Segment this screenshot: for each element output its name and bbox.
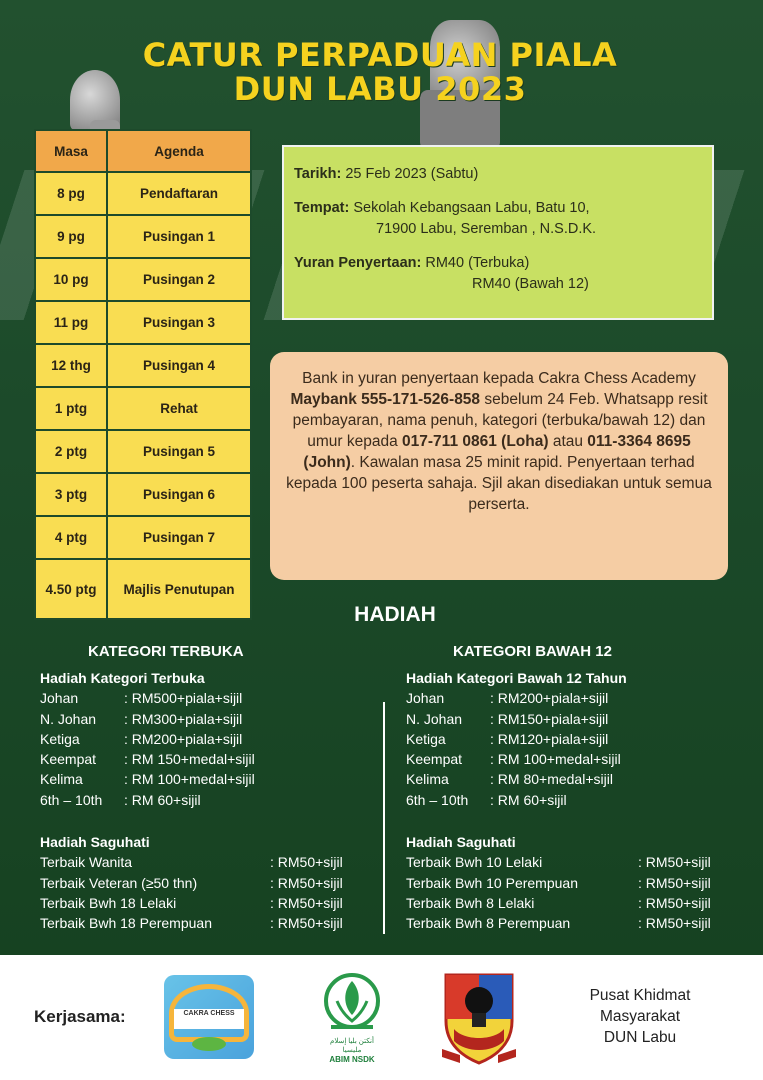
consolation-row (40, 913, 370, 933)
prize-place: Keempat (406, 751, 463, 768)
consolation-row (40, 873, 370, 893)
cakra-chess-logo (164, 975, 254, 1059)
consolation-place: Terbaik Veteran (≥50 thn) (40, 874, 198, 891)
event-info-box (282, 145, 714, 320)
prize-row (406, 688, 736, 708)
prize-row (40, 769, 370, 789)
agenda-item: Pusingan 5 (107, 430, 251, 473)
title-line-1: CATUR PERPADUAN PIALA (142, 36, 618, 74)
agenda-header-item: Agenda (107, 130, 251, 172)
payment-text-2: sebelum 24 Feb. Whatsapp resit pembayaran, nama penuh, kategori (terbuka/bawah 12) dan umur kepada (292, 391, 708, 450)
prize-row (40, 790, 370, 810)
abim-emblem-icon (323, 971, 381, 1037)
agenda-time: 4.50 ptg (35, 559, 107, 619)
consolation-value: : RM50+sijil (270, 915, 343, 932)
fee-line-2: RM40 (Bawah 12) (472, 276, 589, 292)
consolation-row (40, 893, 370, 913)
agenda-item: Pusingan 7 (107, 516, 251, 559)
consolation-place: Terbaik Bwh 18 Perempuan (40, 915, 212, 932)
venue-label: Tempat: (294, 200, 350, 216)
agenda-item: Pusingan 6 (107, 473, 251, 516)
payment-text-4: . Kawalan masa 25 minit rapid. Penyertaan terhad kepada 100 peserta sahaja. Sjil akan disediakan untuk semua perserta. (286, 454, 712, 513)
consolation-value: : RM50+sijil (638, 874, 711, 891)
prize-place: Ketiga (40, 730, 80, 747)
consolation-value: : RM50+sijil (638, 915, 711, 932)
open-consolation-heading: Hadiah Saguhati (40, 834, 150, 851)
consolation-row (406, 852, 736, 872)
consolation-place: Terbaik Bwh 8 Lelaki (406, 894, 535, 911)
consolation-place: Terbaik Bwh 18 Lelaki (40, 894, 177, 911)
payment-account: Maybank 555-171-526-858 (290, 391, 481, 408)
consolation-value: : RM50+sijil (638, 854, 711, 871)
agenda-time: 8 pg (35, 172, 107, 215)
agenda-row (35, 387, 251, 430)
consolation-place: Terbaik Bwh 8 Perempuan (406, 915, 571, 932)
prize-row (406, 729, 736, 749)
agenda-row (35, 215, 251, 258)
consolation-row (406, 893, 736, 913)
agenda-time: 1 ptg (35, 387, 107, 430)
consolation-row (406, 873, 736, 893)
date-row (294, 164, 702, 185)
collaboration-label: Kerjasama: (34, 1007, 126, 1026)
date-label: Tarikh: (294, 166, 342, 182)
under12-prize-heading: Hadiah Kategori Bawah 12 Tahun (406, 670, 627, 686)
payment-text-3: atau (548, 433, 588, 450)
venue-row (294, 198, 702, 240)
agenda-time: 2 ptg (35, 430, 107, 473)
prize-value: : RM 60+sijil (490, 791, 567, 808)
under12-category-title: KATEGORI BAWAH 12 (453, 643, 612, 660)
payment-instructions (270, 352, 728, 580)
agenda-item: Pusingan 2 (107, 258, 251, 301)
poster-title (40, 38, 720, 106)
dun-labu-crest-icon (440, 969, 518, 1067)
prize-row (40, 749, 370, 769)
agenda-row (35, 559, 251, 619)
prize-value: : RM 80+medal+sijil (490, 771, 613, 788)
agenda-header-time: Masa (35, 130, 107, 172)
sponsor-footer (0, 955, 763, 1080)
abim-arabic-text: أنكتن بليا إسلام مليسيا (330, 1038, 374, 1054)
agenda-row (35, 430, 251, 473)
open-category-title: KATEGORI TERBUKA (88, 643, 244, 660)
prize-row (406, 749, 736, 769)
open-prize-heading: Hadiah Kategori Terbuka (40, 670, 205, 686)
under12-consolation-heading: Hadiah Saguhati (406, 834, 516, 851)
prize-place: Johan (406, 690, 445, 707)
contact-john: 011-3364 8695 (John) (303, 433, 691, 471)
consolation-value: : RM50+sijil (270, 894, 343, 911)
agenda-row (35, 344, 251, 387)
agenda-row (35, 473, 251, 516)
service-center-line-3: DUN Labu (603, 1029, 677, 1046)
fee-label: Yuran Penyertaan: (294, 255, 422, 271)
prize-value: : RM 100+medal+sijil (490, 751, 621, 768)
fee-row (294, 253, 702, 295)
consolation-place: Terbaik Wanita (40, 854, 133, 871)
prize-row (40, 729, 370, 749)
prize-value: : RM200+piala+sijil (490, 690, 609, 707)
agenda-time: 10 pg (35, 258, 107, 301)
agenda-row (35, 301, 251, 344)
contact-loha: 017-711 0861 (Loha) (402, 433, 549, 450)
service-center-line-2: Masyarakat (599, 1008, 681, 1025)
cakra-logo-leaf-icon (192, 1037, 226, 1051)
venue-line-1: Sekolah Kebangsaan Labu, Batu 10, (353, 200, 590, 216)
agenda-time: 12 thg (35, 344, 107, 387)
title-line-2: DUN LABU 2023 (233, 70, 527, 108)
abim-name: ABIM NSDK (329, 1055, 375, 1064)
agenda-time: 4 ptg (35, 516, 107, 559)
agenda-time: 11 pg (35, 301, 107, 344)
service-center-name (565, 985, 715, 1048)
agenda-item: Pusingan 3 (107, 301, 251, 344)
prize-value: : RM300+piala+sijil (124, 710, 243, 727)
agenda-item: Pendaftaran (107, 172, 251, 215)
prize-place: 6th – 10th (406, 791, 469, 808)
consolation-row (40, 852, 370, 872)
agenda-time: 3 ptg (35, 473, 107, 516)
consolation-value: : RM50+sijil (638, 894, 711, 911)
prize-value: : RM150+piala+sijil (490, 710, 609, 727)
prize-value: : RM500+piala+sijil (124, 690, 243, 707)
open-prize-list (40, 668, 370, 934)
prize-place: Johan (40, 690, 79, 707)
agenda-time: 9 pg (35, 215, 107, 258)
consolation-value: : RM50+sijil (270, 874, 343, 891)
prize-value: : RM120+piala+sijil (490, 730, 609, 747)
prize-value: : RM 60+sijil (124, 791, 201, 808)
consolation-place: Terbaik Bwh 10 Perempuan (406, 874, 578, 891)
prize-place: 6th – 10th (40, 791, 103, 808)
agenda-row (35, 172, 251, 215)
service-center-line-1: Pusat Khidmat (589, 987, 691, 1004)
prize-value: : RM 100+medal+sijil (124, 771, 255, 788)
consolation-value: : RM50+sijil (270, 854, 343, 871)
prize-row (406, 709, 736, 729)
agenda-item: Rehat (107, 387, 251, 430)
prize-value: : RM200+piala+sijil (124, 730, 243, 747)
under12-prize-list (406, 668, 736, 934)
cakra-logo-band (174, 1009, 244, 1029)
prize-place: N. Johan (406, 710, 463, 727)
agenda-item: Pusingan 1 (107, 215, 251, 258)
prize-row (40, 688, 370, 708)
agenda-row (35, 516, 251, 559)
prize-row (406, 790, 736, 810)
cakra-logo-text: CAKRA CHESS (183, 1010, 235, 1017)
consolation-row (406, 913, 736, 933)
prize-place: Ketiga (406, 730, 446, 747)
venue-line-2: 71900 Labu, Seremban , N.S.D.K. (376, 221, 597, 237)
payment-text-1: Bank in yuran penyertaan kepada Cakra Chess Academy (302, 370, 696, 387)
date-value: 25 Feb 2023 (Sabtu) (345, 166, 479, 182)
prizes-title: HADIAH (354, 603, 436, 626)
prize-row (40, 709, 370, 729)
prize-place: Kelima (406, 771, 449, 788)
prize-row (406, 769, 736, 789)
prize-place: Keempat (40, 751, 97, 768)
agenda-row (35, 258, 251, 301)
prize-value: : RM 150+medal+sijil (124, 751, 255, 768)
agenda-table (34, 129, 252, 620)
prize-place: Kelima (40, 771, 83, 788)
fee-line-1: RM40 (Terbuka) (425, 255, 530, 271)
agenda-item: Majlis Penutupan (107, 559, 251, 619)
consolation-place: Terbaik Bwh 10 Lelaki (406, 854, 543, 871)
abim-logo (320, 971, 384, 1067)
agenda-item: Pusingan 4 (107, 344, 251, 387)
column-divider (383, 702, 385, 934)
agenda-header-row (35, 130, 251, 172)
prize-place: N. Johan (40, 710, 97, 727)
